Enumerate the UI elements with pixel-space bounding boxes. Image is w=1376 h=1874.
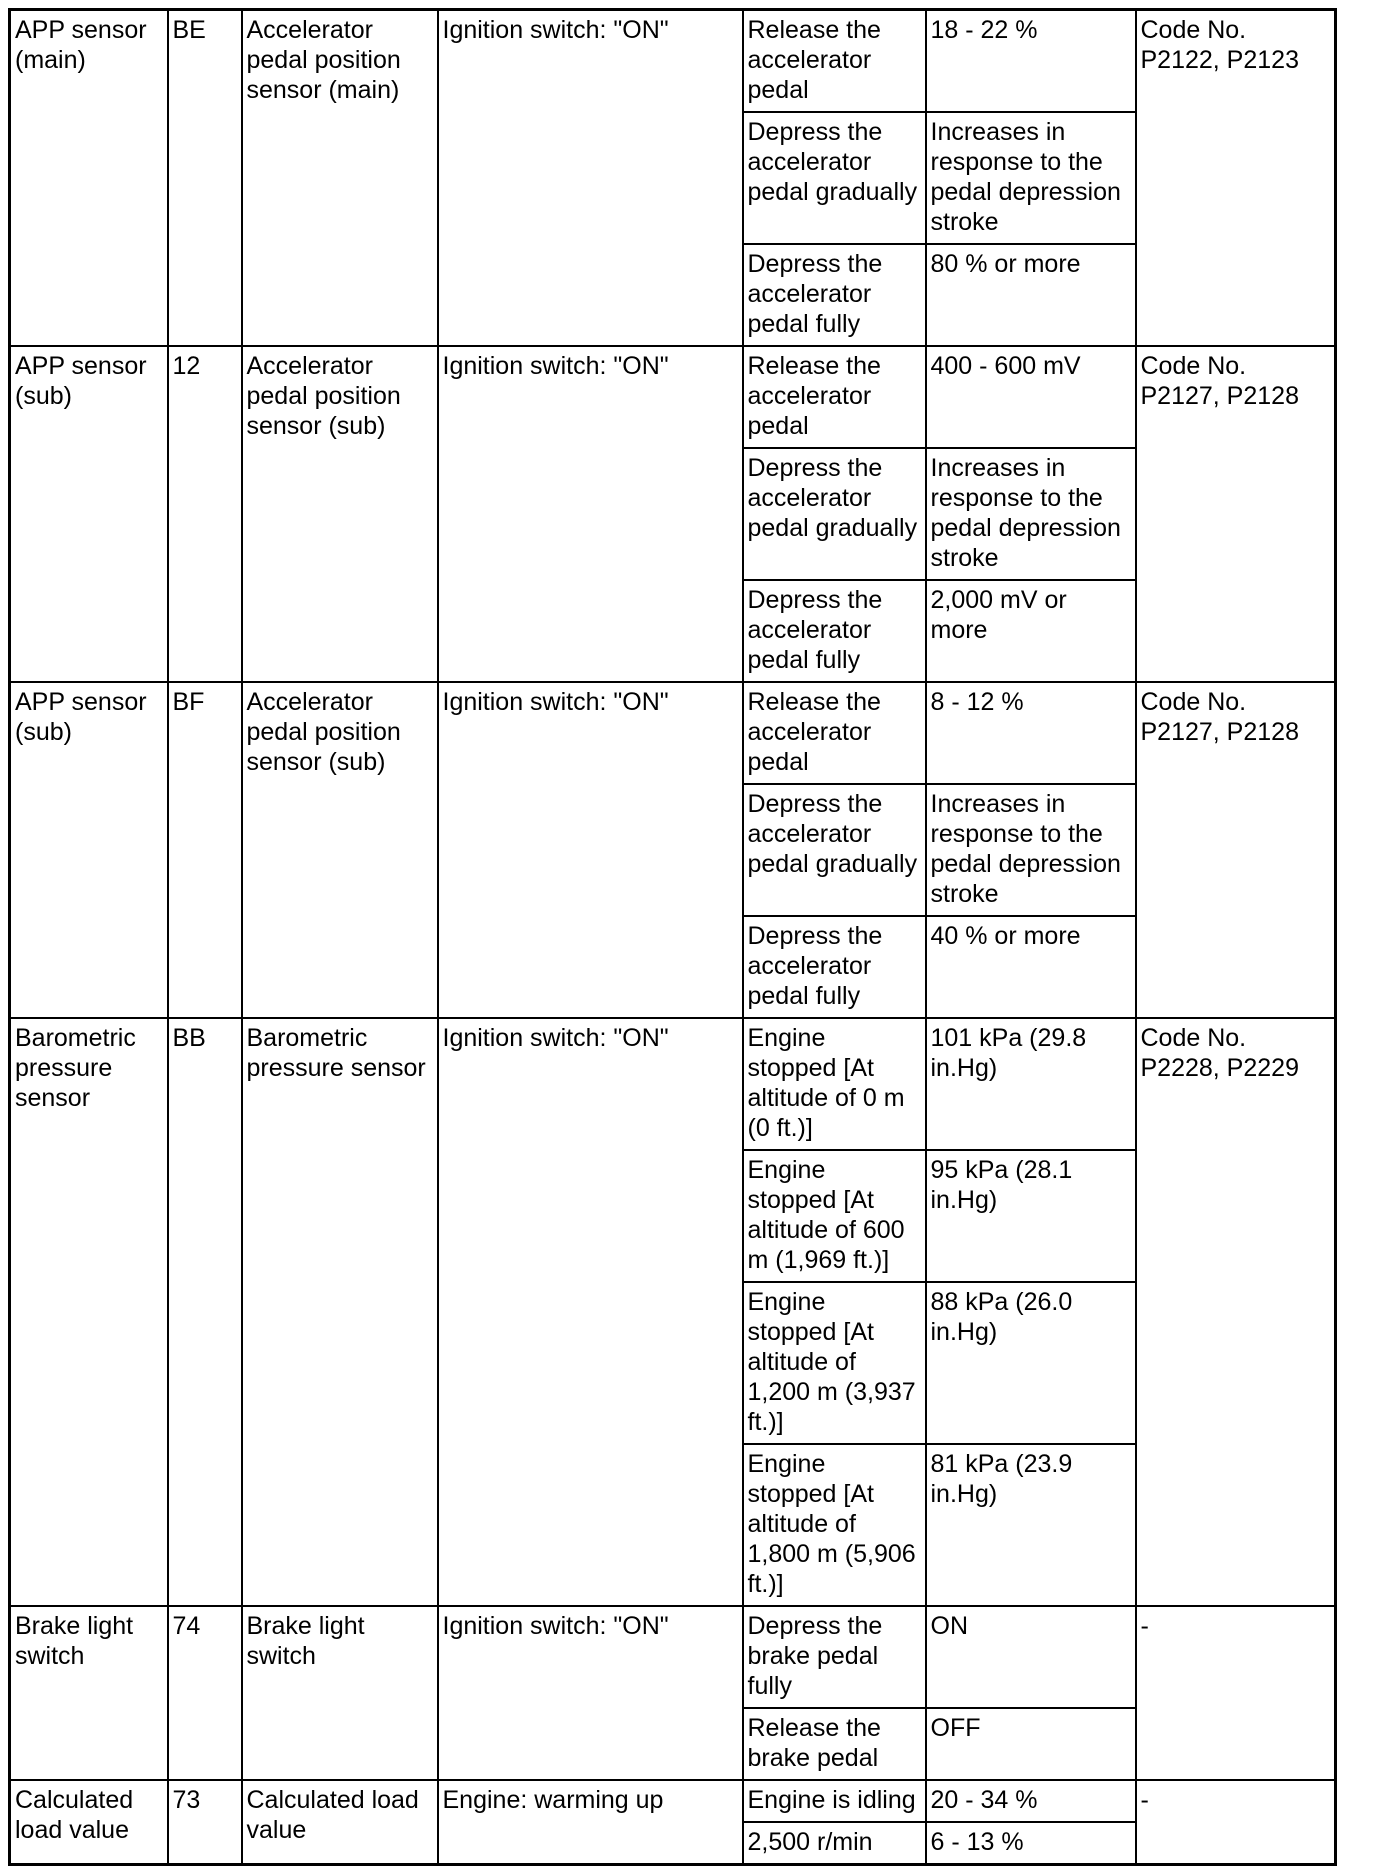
- normal-value-cell: OFF: [926, 1708, 1136, 1780]
- normal-value-cell: Increases in response to the pedal depression stroke: [926, 448, 1136, 580]
- normal-value-cell: 81 kPa (23.9 in.Hg): [926, 1444, 1136, 1606]
- item-name-cell: Calculated load value: [10, 1780, 168, 1865]
- condition-cell: Ignition switch: "ON": [438, 1018, 743, 1606]
- dtc-reference-cell: Code No. P2122, P2123: [1136, 10, 1336, 347]
- item-description-cell: Accelerator pedal position sensor (sub): [242, 682, 438, 1018]
- dtc-reference-cell: -: [1136, 1606, 1336, 1780]
- state-cell: Release the accelerator pedal: [743, 346, 926, 448]
- item-code-cell: BB: [168, 1018, 242, 1606]
- item-code-cell: 12: [168, 346, 242, 682]
- normal-value-cell: 6 - 13 %: [926, 1822, 1136, 1865]
- item-description-cell: Brake light switch: [242, 1606, 438, 1780]
- state-cell: Depress the accelerator pedal fully: [743, 244, 926, 346]
- data-list-table: [8, 8, 1337, 1866]
- table-row: [10, 1018, 1336, 1150]
- state-cell: Depress the accelerator pedal fully: [743, 916, 926, 1018]
- dtc-reference-cell: -: [1136, 1780, 1336, 1865]
- dtc-reference-cell: Code No. P2127, P2128: [1136, 682, 1336, 1018]
- item-code-cell: BF: [168, 682, 242, 1018]
- item-name-cell: Barometric pressure sensor: [10, 1018, 168, 1606]
- normal-value-cell: Increases in response to the pedal depression stroke: [926, 112, 1136, 244]
- condition-cell: Ignition switch: "ON": [438, 10, 743, 347]
- normal-value-cell: 101 kPa (29.8 in.Hg): [926, 1018, 1136, 1150]
- state-cell: Engine stopped [At altitude of 0 m (0 ft.)]: [743, 1018, 926, 1150]
- state-cell: Depress the accelerator pedal gradually: [743, 784, 926, 916]
- normal-value-cell: 18 - 22 %: [926, 10, 1136, 113]
- normal-value-cell: 88 kPa (26.0 in.Hg): [926, 1282, 1136, 1444]
- table-row: [10, 346, 1336, 448]
- dtc-reference-cell: Code No. P2127, P2128: [1136, 346, 1336, 682]
- table-body: [10, 10, 1336, 1865]
- condition-cell: Ignition switch: "ON": [438, 346, 743, 682]
- state-cell: Depress the brake pedal fully: [743, 1606, 926, 1708]
- table-row: [10, 682, 1336, 784]
- item-code-cell: 73: [168, 1780, 242, 1865]
- state-cell: Release the accelerator pedal: [743, 10, 926, 113]
- normal-value-cell: 8 - 12 %: [926, 682, 1136, 784]
- state-cell: Depress the accelerator pedal gradually: [743, 448, 926, 580]
- normal-value-cell: 400 - 600 mV: [926, 346, 1136, 448]
- normal-value-cell: 80 % or more: [926, 244, 1136, 346]
- normal-value-cell: Increases in response to the pedal depression stroke: [926, 784, 1136, 916]
- state-cell: 2,500 r/min: [743, 1822, 926, 1865]
- state-cell: Depress the accelerator pedal fully: [743, 580, 926, 682]
- item-code-cell: 74: [168, 1606, 242, 1780]
- normal-value-cell: 20 - 34 %: [926, 1780, 1136, 1822]
- normal-value-cell: 95 kPa (28.1 in.Hg): [926, 1150, 1136, 1282]
- state-cell: Engine is idling: [743, 1780, 926, 1822]
- item-description-cell: Calculated load value: [242, 1780, 438, 1865]
- item-name-cell: APP sensor (sub): [10, 682, 168, 1018]
- normal-value-cell: 40 % or more: [926, 916, 1136, 1018]
- item-description-cell: Accelerator pedal position sensor (main): [242, 10, 438, 347]
- state-cell: Release the accelerator pedal: [743, 682, 926, 784]
- state-cell: Release the brake pedal: [743, 1708, 926, 1780]
- item-description-cell: Barometric pressure sensor: [242, 1018, 438, 1606]
- table-row: [10, 10, 1336, 113]
- item-name-cell: APP sensor (main): [10, 10, 168, 347]
- table-row: [10, 1606, 1336, 1708]
- item-code-cell: BE: [168, 10, 242, 347]
- item-name-cell: Brake light switch: [10, 1606, 168, 1780]
- normal-value-cell: ON: [926, 1606, 1136, 1708]
- table-row: [10, 1780, 1336, 1822]
- normal-value-cell: 2,000 mV or more: [926, 580, 1136, 682]
- condition-cell: Engine: warming up: [438, 1780, 743, 1865]
- state-cell: Depress the accelerator pedal gradually: [743, 112, 926, 244]
- condition-cell: Ignition switch: "ON": [438, 1606, 743, 1780]
- state-cell: Engine stopped [At altitude of 600 m (1,969 ft.)]: [743, 1150, 926, 1282]
- state-cell: Engine stopped [At altitude of 1,800 m (5,906 ft.)]: [743, 1444, 926, 1606]
- item-description-cell: Accelerator pedal position sensor (sub): [242, 346, 438, 682]
- condition-cell: Ignition switch: "ON": [438, 682, 743, 1018]
- item-name-cell: APP sensor (sub): [10, 346, 168, 682]
- dtc-reference-cell: Code No. P2228, P2229: [1136, 1018, 1336, 1606]
- state-cell: Engine stopped [At altitude of 1,200 m (3,937 ft.)]: [743, 1282, 926, 1444]
